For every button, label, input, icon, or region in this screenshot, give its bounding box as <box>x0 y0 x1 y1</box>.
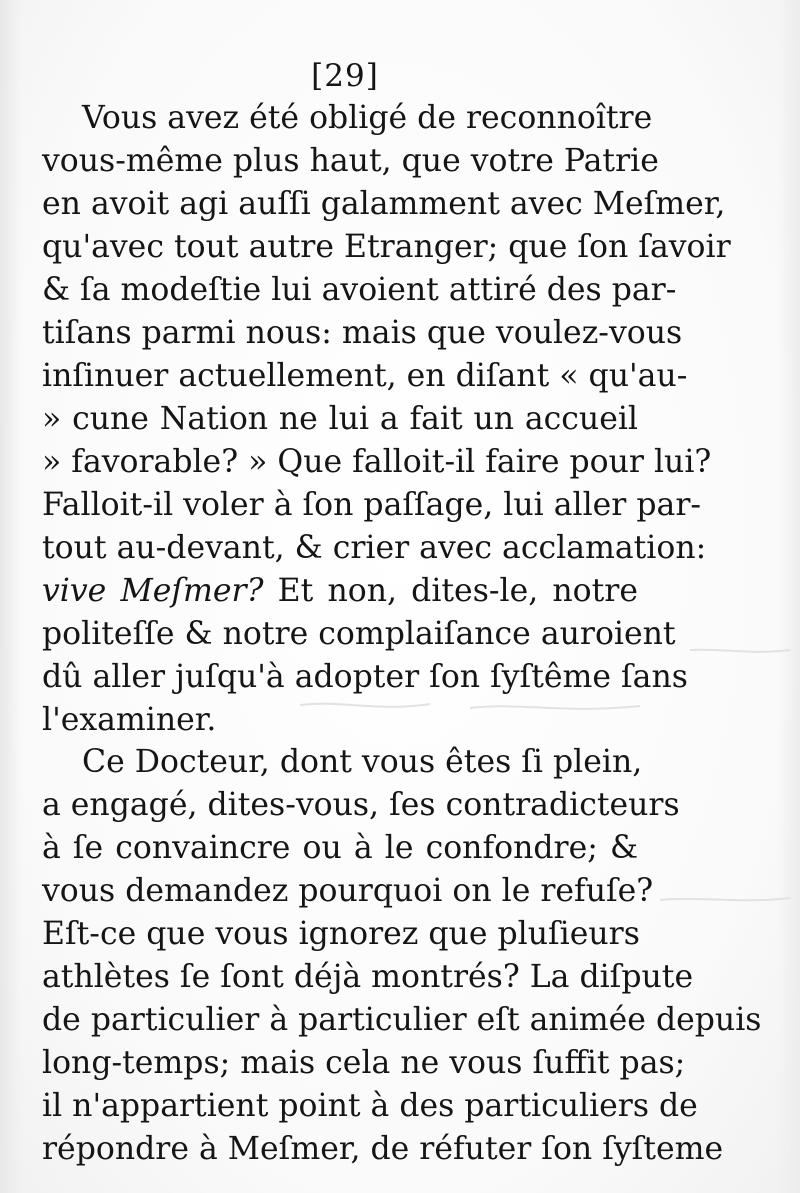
text-line: tout au-devant, & crier avec acclamation: <box>42 530 707 566</box>
text-line: répondre à Meſmer, de réfuter ſon ſyſteme <box>42 1131 724 1167</box>
text-line: qu'avec tout autre Etranger; que ſon ſavoir <box>42 229 731 265</box>
text-line: l'examiner. <box>42 702 217 738</box>
text-line: athlètes ſe ſont déjà montrés? La diſpute <box>42 959 694 995</box>
text-line: a engagé, dites-vous, ſes contradicteurs <box>42 787 680 823</box>
text-line: à ſe convaincre ou à le confondre; & <box>42 830 638 866</box>
text-line: tiſans parmi nous: mais que voulez-vous <box>42 315 683 351</box>
text-line: » cune Nation ne lui a fait un accueil <box>42 401 638 437</box>
text-line: Falloit-il voler à ſon paſſage, lui aller par- <box>42 487 702 523</box>
page-left-edge-shadow <box>0 0 22 1193</box>
page-right-edge-shadow <box>778 0 800 1193</box>
text-line: en avoit agi auſſi galamment avec Meſmer, <box>42 186 726 222</box>
text-line: politeſſe & notre complaiſance auroient <box>42 616 676 652</box>
text-line: vous demandez pourquoi on le refuſe? <box>42 873 654 909</box>
text-line-mixed <box>42 570 638 613</box>
text-line: Eſt-ce que vous ignorez que pluſieurs <box>42 916 640 952</box>
text-line: dû aller juſqu'à adopter ſon ſyſtême ſans <box>42 659 688 695</box>
text-line: » favorable? » Que falloit-il faire pour lui? <box>42 444 712 480</box>
paragraph-1 <box>42 97 731 742</box>
italic-phrase: vive Meſmer? <box>42 573 264 609</box>
text-line: & ſa modeſtie lui avoient attiré des par- <box>42 272 677 308</box>
text-line: de particulier à particulier eſt animée depuis <box>42 1002 762 1038</box>
text-line: inſinuer actuellement, en diſant « qu'au- <box>42 358 688 394</box>
paragraph-2 <box>42 741 762 1171</box>
text-fragment: Et non, dites-le, notre <box>277 573 638 609</box>
text-line: Ce Docteur, dont vous êtes ſi plein, <box>82 744 643 780</box>
text-line: long-temps; mais cela ne vous ſuffit pas; <box>42 1045 686 1081</box>
text-line: Vous avez été obligé de reconnoître <box>82 100 653 136</box>
text-line: il n'appartient point à des particuliers de <box>42 1088 698 1124</box>
page-number: [29] <box>311 58 379 94</box>
text-line: vous-même plus haut, que votre Patrie <box>42 143 659 179</box>
